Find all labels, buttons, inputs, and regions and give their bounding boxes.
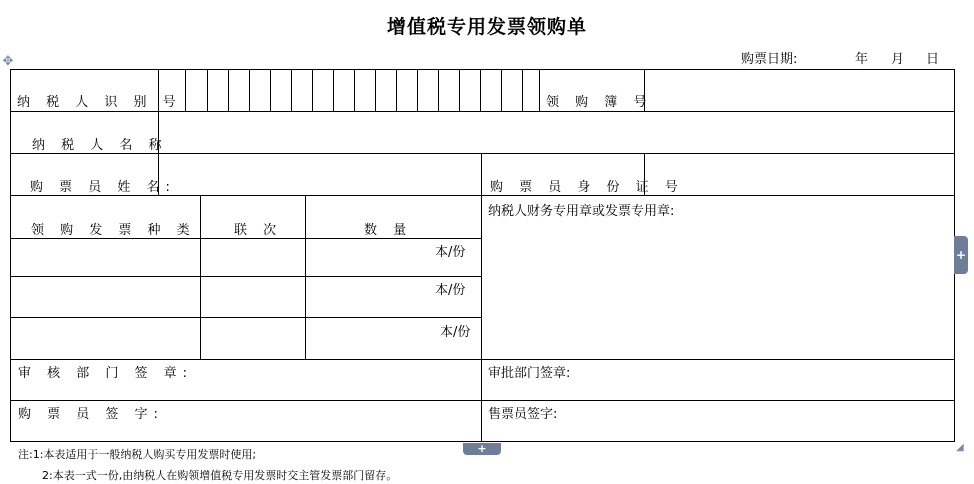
cell-divider <box>480 69 481 111</box>
row-divider <box>10 111 955 112</box>
cell-divider <box>312 69 313 111</box>
unit-label: 本/份 <box>435 283 466 298</box>
row-divider <box>10 153 955 154</box>
taxpayer-name-label: 纳 税 人 名 称 <box>32 138 168 153</box>
review-dept-label: 审 核 部 门 签 章: <box>18 366 194 381</box>
finance-seal-label: 纳税人财务专用章或发票专用章: <box>488 204 675 219</box>
copies-header: 联 次 <box>234 223 283 238</box>
seller-sign-label: 售票员签字: <box>488 407 558 422</box>
date-year: 年 <box>855 52 869 67</box>
invoice-type-header: 领 购 发 票 种 类 <box>31 223 196 238</box>
note-2: 2:本表一式一份,由纳税人在购领增值税专用发票时交主管发票部门留存。 <box>42 469 398 482</box>
cell-divider <box>539 69 540 111</box>
unit-label: 本/份 <box>440 325 471 340</box>
buyer-name-label: 购 票 员 姓 名: <box>30 180 176 195</box>
cell-divider <box>228 69 229 111</box>
table-border-left <box>10 69 11 442</box>
cell-divider <box>333 69 334 111</box>
row-divider <box>10 238 481 239</box>
cell-divider <box>185 69 186 111</box>
row-divider <box>10 195 955 196</box>
cell-divider <box>305 195 306 359</box>
cell-divider <box>481 153 482 195</box>
cell-divider <box>375 69 376 111</box>
quantity-header: 数 量 <box>364 223 413 238</box>
plus-icon[interactable]: + <box>954 236 968 274</box>
row-divider <box>10 276 481 277</box>
resize-icon[interactable]: ◢ <box>956 442 964 453</box>
cell-divider <box>396 69 397 111</box>
taxpayer-id-label: 纳 税 人 识 别 号 <box>17 95 182 110</box>
row-divider <box>10 359 955 360</box>
row-divider <box>10 400 955 401</box>
form-title: 增值税专用发票领购单 <box>386 16 587 38</box>
buyer-sign-label: 购 票 员 签 字: <box>18 407 164 422</box>
row-divider <box>10 317 481 318</box>
unit-label: 本/份 <box>435 245 466 260</box>
plus-icon[interactable]: + <box>463 443 501 455</box>
cell-divider <box>291 69 292 111</box>
table-border-top <box>10 69 955 70</box>
move-icon[interactable]: ✥ <box>2 54 14 69</box>
cell-divider <box>438 69 439 111</box>
cell-divider <box>459 69 460 111</box>
cell-divider <box>522 69 523 111</box>
cell-divider <box>270 69 271 111</box>
approval-dept-label: 审批部门签章: <box>488 366 571 381</box>
cell-divider <box>200 195 201 359</box>
date-month: 月 <box>891 52 905 67</box>
cell-divider <box>501 69 502 111</box>
purchase-book-label: 领 购 簿 号 <box>546 95 653 110</box>
buyer-id-label: 购 票 员 身 份 证 号 <box>490 180 684 195</box>
cell-divider <box>481 195 482 442</box>
date-label: 购票日期: <box>741 52 798 67</box>
cell-divider <box>417 69 418 111</box>
cell-divider <box>207 69 208 111</box>
cell-divider <box>354 69 355 111</box>
note-1: 注:1:本表适用于一般纳税人购买专用发票时使用; <box>18 448 257 461</box>
cell-divider <box>249 69 250 111</box>
date-day: 日 <box>926 52 940 67</box>
